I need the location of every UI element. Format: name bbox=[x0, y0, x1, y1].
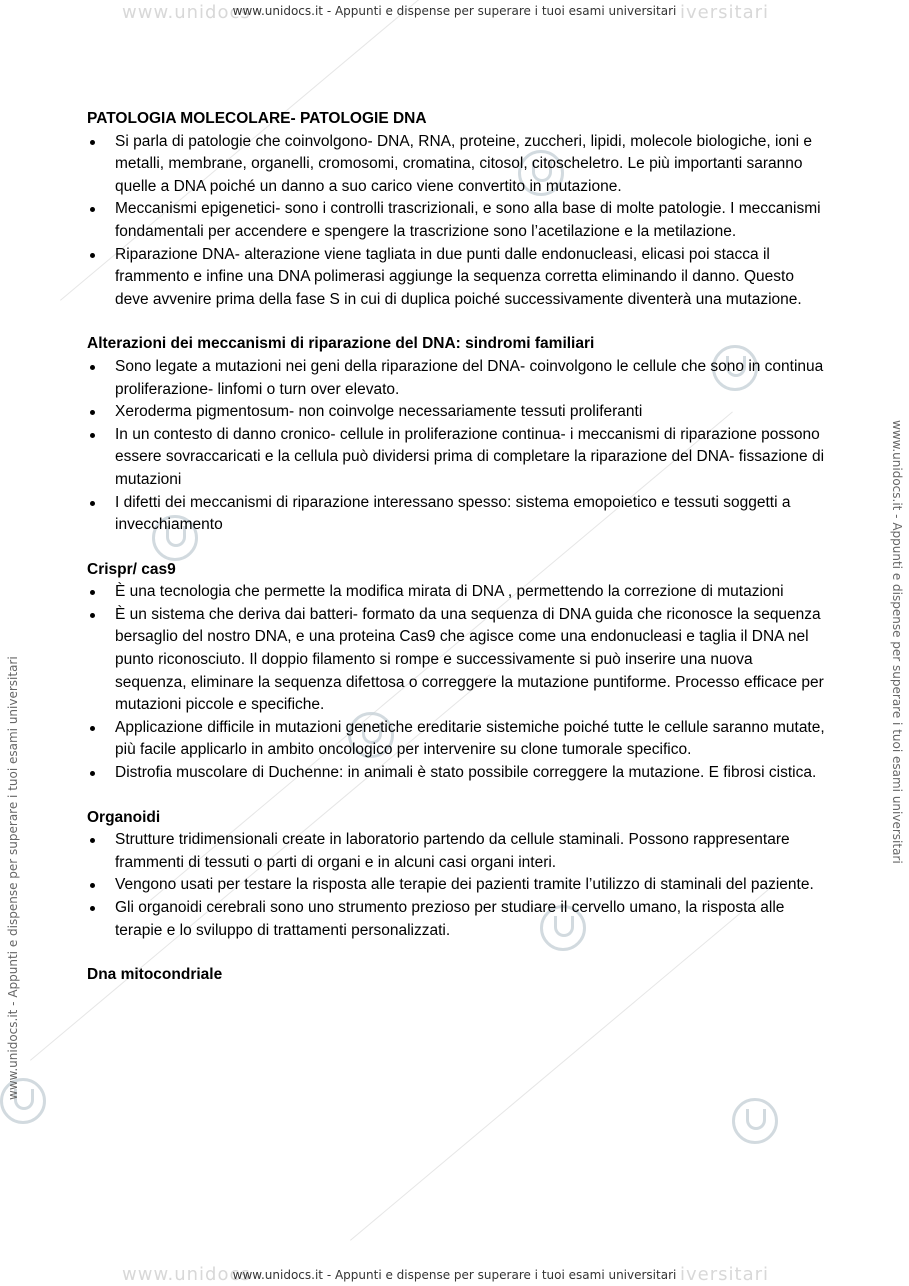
list-item: Sono legate a mutazioni nei geni della riparazione del DNA- coinvolgono le cellule che sono in continua proliferazione- linfomi o turn over elevato. bbox=[87, 356, 827, 401]
list-item: Meccanismi epigenetici- sono i controlli trascrizionali, e sono alla base di molte patologie. I meccanismi fondamentali per accendere e spengere la trascrizione sono l’acetilazione e la metilazione. bbox=[87, 198, 827, 243]
bullet-list bbox=[87, 356, 827, 537]
section-alterazioni-riparazione bbox=[87, 333, 827, 536]
watermark-side-left: www.unidocs.it - Appunti e dispense per superare i tuoi esami universitari bbox=[6, 656, 20, 1100]
bullet-list bbox=[87, 131, 827, 312]
section-organoidi bbox=[87, 807, 827, 943]
watermark-ghost-left: www.unidocs bbox=[122, 1264, 251, 1285]
unidocs-logo-icon bbox=[732, 1098, 778, 1144]
watermark-ghost-right: iversitari bbox=[680, 2, 769, 23]
list-item: Si parla di patologie che coinvolgono- DNA, RNA, proteine, zuccheri, lipidi, molecole biologiche, ioni e metalli, membrane, organelli, cromosomi, cromatina, citosol, citoscheletro. Le più importanti saranno quelle a DNA poiché un danno a suo carico viene convertito in mutazione. bbox=[87, 131, 827, 199]
list-item: Gli organoidi cerebrali sono uno strumento prezioso per studiare il cervello umano, la risposta alle terapie e lo sviluppo di trattamenti personalizzati. bbox=[87, 897, 827, 942]
watermark-ghost-right: iversitari bbox=[680, 1264, 769, 1285]
bullet-list bbox=[87, 581, 827, 784]
section-title: Organoidi bbox=[87, 808, 161, 826]
section-title: PATOLOGIA MOLECOLARE- PATOLOGIE DNA bbox=[87, 110, 427, 127]
list-item: È una tecnologia che permette la modifica mirata di DNA , permettendo la correzione di mutazioni bbox=[87, 581, 827, 604]
list-item: I difetti dei meccanismi di riparazione interessano spesso: sistema emopoietico e tessuti soggetti a invecchiamento bbox=[87, 492, 827, 537]
section-patologia-molecolare bbox=[87, 108, 827, 311]
document-body bbox=[87, 108, 827, 987]
bullet-list bbox=[87, 829, 827, 942]
watermark-header: www.unidocs.it - Appunti e dispense per superare i tuoi esami universitari bbox=[232, 4, 677, 18]
section-dna-mitocondriale bbox=[87, 964, 827, 987]
list-item: Riparazione DNA- alterazione viene tagliata in due punti dalle endonucleasi, elicasi poi stacca il frammento e infine una DNA polimerasi aggiunge la sequenza corretta eliminando il danno. Questo deve avvenire prima della fase S in cui di duplica poiché successivamente diventerà una mutazione. bbox=[87, 244, 827, 312]
section-crispr-cas9 bbox=[87, 559, 827, 785]
list-item: Xeroderma pigmentosum- non coinvolge necessariamente tessuti proliferanti bbox=[87, 401, 827, 424]
list-item: Strutture tridimensionali create in laboratorio partendo da cellule staminali. Possono rappresentare frammenti di tessuti o parti di organi e in alcuni casi organi interi. bbox=[87, 829, 827, 874]
list-item: È un sistema che deriva dai batteri- formato da una sequenza di DNA guida che riconosce la sequenza bersaglio del nostro DNA, e una proteina Cas9 che agisce come una endonucleasi e taglia il DNA nel punto riconosciuto. Il doppio filamento si rompe e successivamente si può inserire una nuova sequenza, eliminare la sequenza difettosa o correggere la mutazione puntiforme. Processo efficace per mutazioni piccole e specifiche. bbox=[87, 604, 827, 717]
watermark-ghost-left: www.unidocs bbox=[122, 2, 251, 23]
section-title: Alterazioni dei meccanismi di riparazione del DNA: sindromi familiari bbox=[87, 335, 595, 353]
list-item: Applicazione difficile in mutazioni genetiche ereditarie sistemiche poiché tutte le cellule saranno mutate, più facile applicarlo in ambito oncologico per intervenire su clone tumorale specifico. bbox=[87, 717, 827, 762]
list-item: Distrofia muscolare di Duchenne: in animali è stato possibile correggere la mutazione. E fibrosi cistica. bbox=[87, 762, 827, 785]
list-item: In un contesto di danno cronico- cellule in proliferazione continua- i meccanismi di riparazione possono essere sovraccaricati e la cellula può dividersi prima di completare la riparazione del DNA- fissazione di mutazioni bbox=[87, 424, 827, 492]
watermark-side-right: www.unidocs.it - Appunti e dispense per superare i tuoi esami universitari bbox=[890, 420, 904, 864]
list-item: Vengono usati per testare la risposta alle terapie dei pazienti tramite l’utilizzo di staminali del paziente. bbox=[87, 874, 827, 897]
section-title: Dna mitocondriale bbox=[87, 966, 223, 984]
watermark-footer: www.unidocs.it - Appunti e dispense per superare i tuoi esami universitari bbox=[232, 1268, 677, 1282]
section-title: Crispr/ cas9 bbox=[87, 560, 176, 578]
